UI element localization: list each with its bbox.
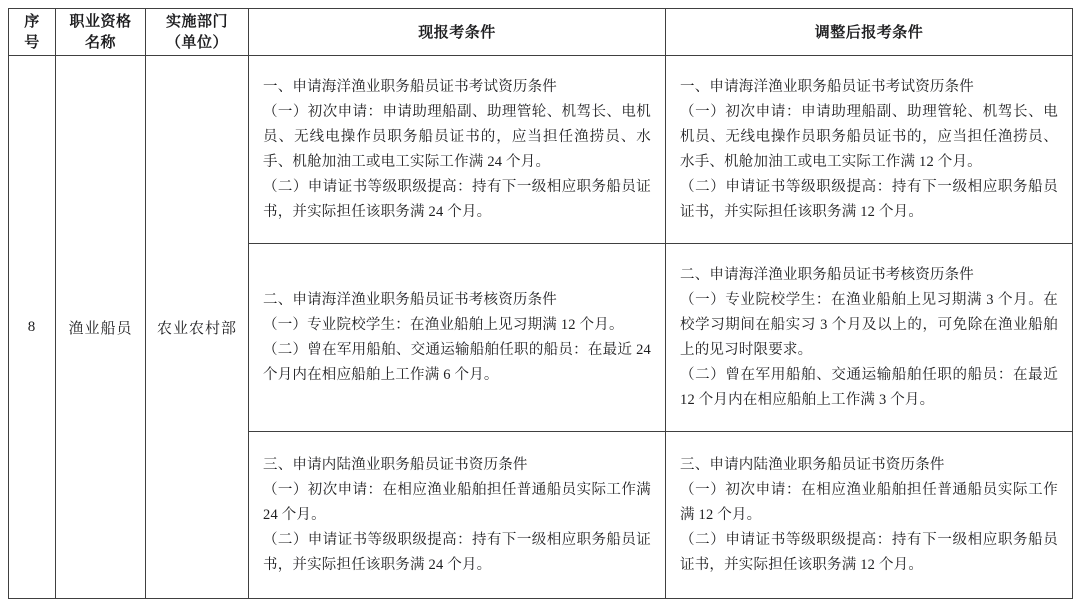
condition-paragraph: （二）申请证书等级职级提高：持有下一级相应职务船员证书，并实际担任该职务满 24 个月。 bbox=[263, 178, 651, 220]
header-label-line: 现报考条件 bbox=[418, 23, 496, 41]
header-cell-qualification-name bbox=[56, 9, 146, 56]
condition-paragraph: （二）申请证书等级职级提高：持有下一级相应职务船员证书，并实际担任该职务满 24 个月。 bbox=[263, 531, 651, 573]
header-label-line: （单位） bbox=[165, 34, 228, 51]
header-label-line: 号 bbox=[24, 34, 40, 51]
department-cell: 农业农村部 bbox=[146, 56, 249, 599]
serial-number-cell: 8 bbox=[9, 56, 56, 599]
condition-paragraph: 三、申请内陆渔业职务船员证书资历条件 bbox=[680, 456, 945, 473]
header-cell-implementing-department bbox=[146, 9, 249, 56]
header-cell-serial-number bbox=[9, 9, 56, 56]
condition-paragraph: （二）申请证书等级职级提高：持有下一级相应职务船员证书，并实际担任该职务满 12 个月。 bbox=[680, 531, 1058, 573]
condition-paragraph: 二、申请海洋渔业职务船员证书考核资历条件 bbox=[680, 266, 974, 283]
condition-paragraph: 三、申请内陆渔业职务船员证书资历条件 bbox=[263, 456, 528, 473]
header-label-line: 调整后报考条件 bbox=[814, 23, 924, 41]
header-label-line: 序 bbox=[24, 13, 40, 30]
condition-row-exam bbox=[9, 56, 1073, 244]
header-cell-adjusted-conditions bbox=[666, 9, 1073, 56]
current-conditions-cell-inland bbox=[249, 432, 666, 599]
condition-paragraph: （一）初次申请：在相应渔业船舶担任普通船员实际工作满 12 个月。 bbox=[680, 481, 1058, 523]
condition-paragraph: 二、申请海洋渔业职务船员证书考核资历条件 bbox=[263, 291, 557, 308]
current-conditions-cell-assessment bbox=[249, 244, 666, 432]
condition-paragraph: 一、申请海洋渔业职务船员证书考试资历条件 bbox=[680, 78, 974, 95]
qualification-name-cell: 渔业船员 bbox=[56, 56, 146, 599]
condition-paragraph: 一、申请海洋渔业职务船员证书考试资历条件 bbox=[263, 78, 557, 95]
condition-paragraph: （一）专业院校学生：在渔业船舶上见习期满 3 个月。在校学习期间在船实习 3 个月及以上的，可免除在渔业船舶上的见习时限要求。 bbox=[680, 291, 1058, 358]
header-label-line: 实施部门 bbox=[165, 13, 228, 30]
condition-paragraph: （二）申请证书等级职级提高：持有下一级相应职务船员证书，并实际担任该职务满 12 个月。 bbox=[680, 178, 1058, 220]
condition-paragraph: （一）初次申请：申请助理船副、助理管轮、机驾长、电机员、无线电操作员职务船员证书的，应当担任渔捞员、水手、机舱加油工或电工实际工作满 12 个月。 bbox=[680, 103, 1058, 170]
condition-paragraph: （一）专业院校学生：在渔业船舶上见习期满 12 个月。 bbox=[263, 316, 624, 333]
header-label-line: 职业资格 bbox=[69, 13, 132, 30]
condition-paragraph: （二）曾在军用船舶、交通运输船舶任职的船员：在最近 12 个月内在相应船舶上工作满 3 个月。 bbox=[680, 366, 1058, 408]
qualification-conditions-table bbox=[8, 8, 1073, 599]
adjusted-conditions-cell-exam bbox=[666, 56, 1073, 244]
header-row bbox=[9, 9, 1073, 56]
condition-paragraph: （一）初次申请：申请助理船副、助理管轮、机驾长、电机员、无线电操作员职务船员证书的，应当担任渔捞员、水手、机舱加油工或电工实际工作满 24 个月。 bbox=[263, 103, 651, 170]
adjusted-conditions-cell-assessment bbox=[666, 244, 1073, 432]
condition-paragraph: （二）曾在军用船舶、交通运输船舶任职的船员：在最近 24 个月内在相应船舶上工作满 6 个月。 bbox=[263, 341, 651, 383]
current-conditions-cell-exam bbox=[249, 56, 666, 244]
header-cell-current-conditions bbox=[249, 9, 666, 56]
condition-paragraph: （一）初次申请：在相应渔业船舶担任普通船员实际工作满 24 个月。 bbox=[263, 481, 651, 523]
adjusted-conditions-cell-inland bbox=[666, 432, 1073, 599]
header-label-line: 名称 bbox=[84, 34, 116, 51]
